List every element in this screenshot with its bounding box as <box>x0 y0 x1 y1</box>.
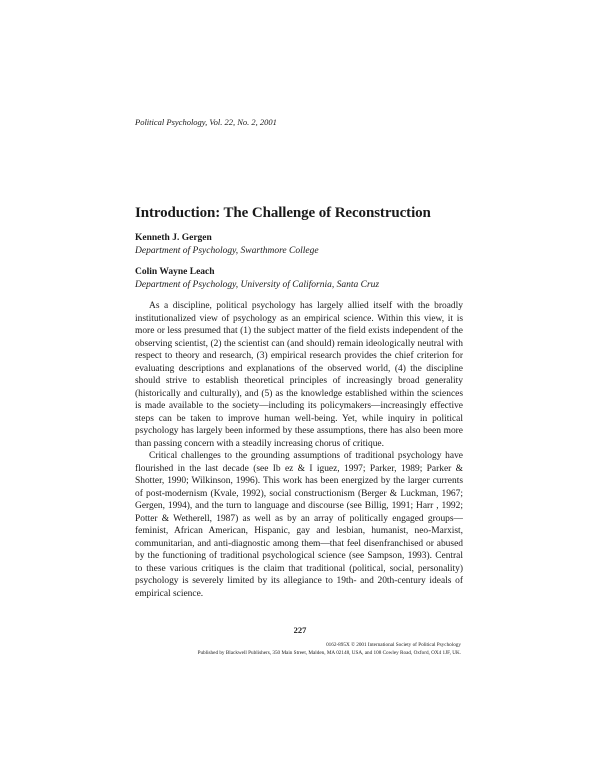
author-affiliation: Department of Psychology, University of California, Santa Cruz <box>135 280 380 290</box>
copyright-notice: 0162-895X © 2001 International Society of Political Psychology <box>326 642 461 648</box>
author-affiliation: Department of Psychology, Swarthmore College <box>135 246 319 256</box>
author-name: Colin Wayne Leach <box>135 267 215 277</box>
body-paragraph: As a discipline, political psychology has largely allied itself with the broadly institutionalized view of psychology as an empirical science. Within this view, it is more or less presumed that (1) the subject matter of the field exists independent of the observing scientist, (2) the scientist can (and should) remain ideologically neutral with respect to theory and research, (3) empirical research provides the chief criterion for evaluating descriptions and explanations of the observed world, (4) the discipline should strive to establish theoretical principles of increasingly broad generality (historically and culturally), and (5) as the knowledge established within the sciences is made available to the society—including its policymakers—increasingly effective steps can be taken to improve human well-being. Yet, while inquiry in political psychology has largely been informed by these assumptions, there has also been more than passing concern with a steadily increasing chorus of critique. <box>135 301 463 449</box>
article-title: Introduction: The Challenge of Reconstruction <box>135 205 431 221</box>
page-number: 227 <box>293 625 307 635</box>
journal-citation: Political Psychology, Vol. 22, No. 2, 2001 <box>135 117 277 127</box>
article-body <box>135 300 463 600</box>
body-paragraph: Critical challenges to the grounding assumptions of traditional psychology have flourished in the last decade (see Ib ez & I iguez, 1997; Parker, 1989; Parker & Shotter, 1990; Wilkinson, 1996). This work has been energized by the larger currents of post-modernism (Kvale, 1992), social constructionism (Berger & Luckman, 1967; Gergen, 1994), and the turn to language and discourse (see Billig, 1991; Harr , 1992; Potter & Wetherell, 1987) as well as by an array of politically engaged groups—feminist, African American, Hispanic, gay and lesbian, humanist, neo-Marxist, communitarian, and anti-diagnostic among them—that feel disenfranchised or abused by the functioning of traditional psychological science (see Sampson, 1993). Central to these various critiques is the claim that traditional (political, social, personality) psychology is severely limited by its allegiance to 19th- and 20th-century ideals of empirical science. <box>135 451 463 599</box>
author-name: Kenneth J. Gergen <box>135 233 212 243</box>
publisher-notice: Published by Blackwell Publishers, 350 Main Street, Malden, MA 02148, USA, and 108 Cowley Road, Oxford, OX4 1JF, UK. <box>197 650 461 656</box>
